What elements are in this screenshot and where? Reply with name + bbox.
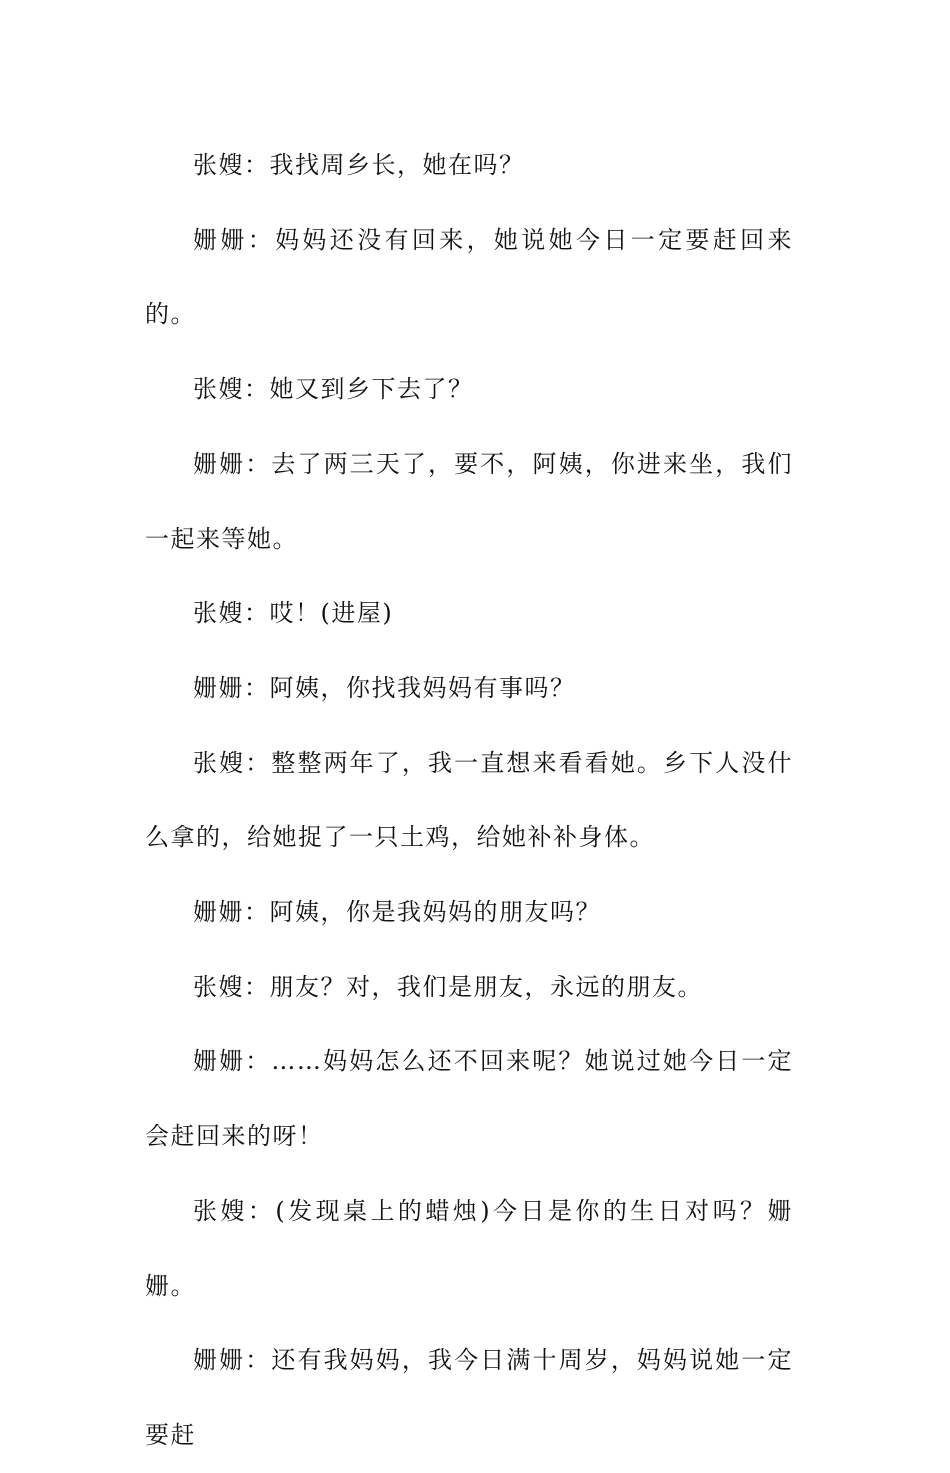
- dialogue-line: 姗姗：阿姨，你找我妈妈有事吗？: [193, 673, 576, 702]
- dialogue-line: 姗姗：妈妈还没有回来，她说她今日一定要赶回来的。: [145, 225, 793, 329]
- dialogue-line: 张嫂：她又到乡下去了？: [193, 375, 474, 404]
- dialogue-line: 姗姗：阿姨，你是我妈妈的朋友吗？: [193, 898, 601, 927]
- dialogue-text: [145, 128, 793, 1473]
- dialogue-line: 张嫂：朋友？对，我们是朋友，永远的朋友。: [193, 972, 703, 1001]
- dialogue-line: 张嫂：我找周乡长，她在吗？: [193, 151, 525, 179]
- dialogue-line: 姗姗：……妈妈怎么还不回来呢？她说过她今日一定会赶回来的呀！: [145, 1047, 793, 1151]
- dialogue-line: 张嫂：整整两年了，我一直想来看看她。乡下人没什么拿的，给她捉了一只土鸡，给她补补身体。: [145, 748, 793, 852]
- dialogue-line: 姗姗：还有我妈妈，我今日满十周岁，妈妈说她一定要赶: [145, 1346, 793, 1449]
- dialogue-line: 姗姗：去了两三天了，要不，阿姨，你进来坐，我们一起来等她。: [145, 449, 793, 553]
- dialogue-line: 张嫂：(发现桌上的蜡烛)今日是你的生日对吗？姗姗。: [145, 1196, 793, 1300]
- dialogue-line: 张嫂：哎！(进屋): [193, 599, 394, 628]
